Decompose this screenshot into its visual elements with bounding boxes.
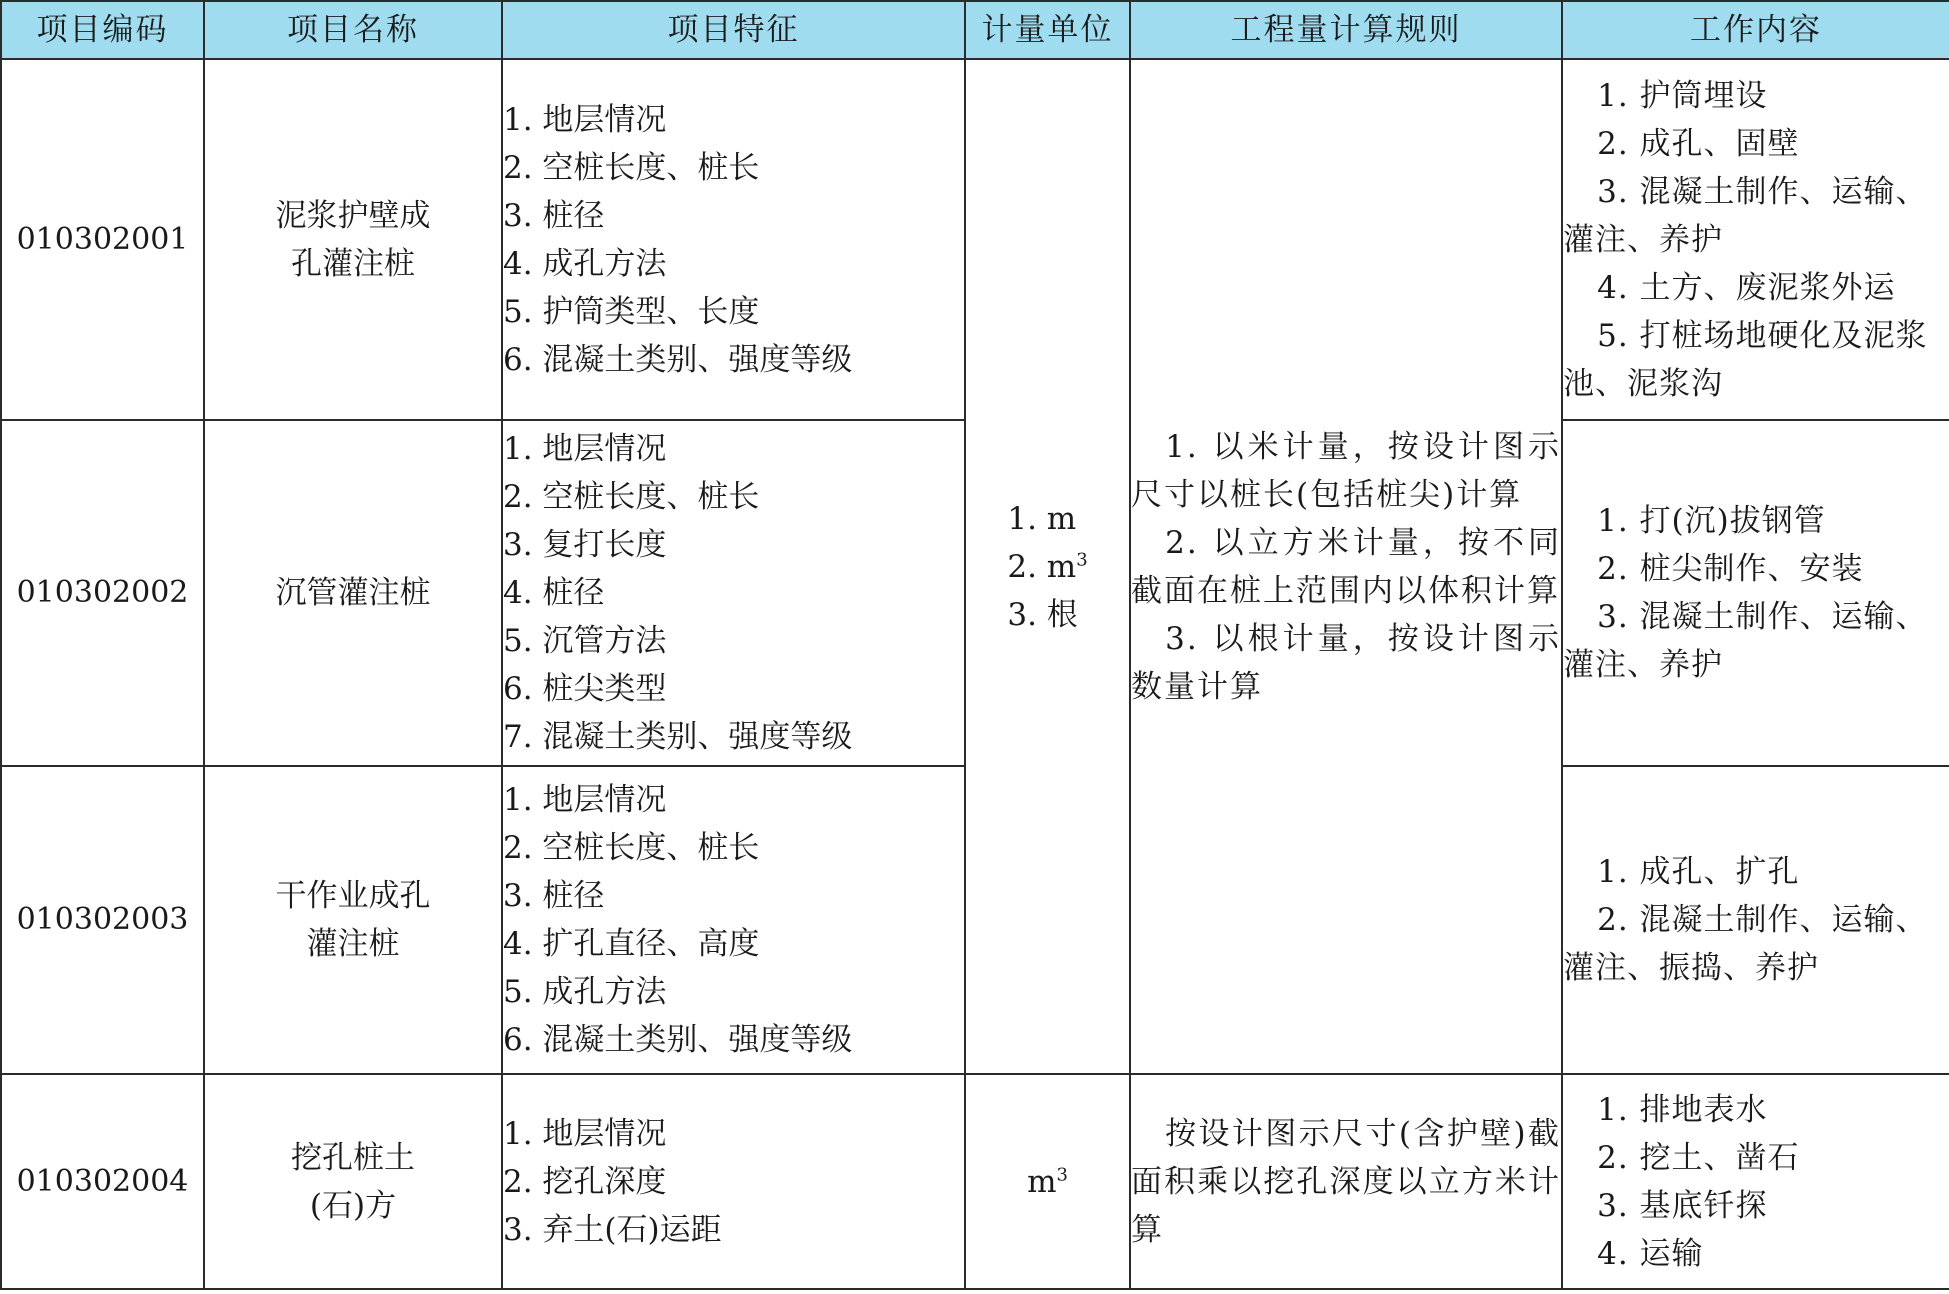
work-item: 1. 护筒埋设 — [1597, 77, 1768, 114]
item-name-line: (石)方 — [309, 1187, 397, 1224]
feature-item: 6. 混凝土类别、强度等级 — [503, 1022, 853, 1058]
header-unit: 计量单位 — [965, 1, 1130, 59]
feature-item: 6. 桩尖类型 — [503, 671, 667, 707]
header-item-features: 项目特征 — [502, 1, 965, 59]
work-item: 4. 土方、废泥浆外运 — [1597, 269, 1896, 306]
feature-item: 3. 桩径 — [503, 197, 605, 234]
unit-base: 2. m — [1007, 548, 1077, 585]
item-code: 010302001 — [1, 59, 204, 420]
rule-paragraph: 1. 以米计量，按设计图示尺寸以桩长(包括桩尖)计算 — [1131, 428, 1561, 513]
work-item: 4. 运输 — [1597, 1235, 1704, 1272]
table-row — [1, 59, 1949, 420]
work-item: 1. 成孔、扩孔 — [1597, 854, 1800, 890]
feature-item: 3. 复打长度 — [503, 527, 667, 563]
feature-item: 1. 地层情况 — [503, 1115, 667, 1152]
unit-item: 1. m — [1007, 500, 1077, 537]
feature-item: 4. 扩孔直径、高度 — [503, 926, 760, 962]
feature-item: 6. 混凝土类别、强度等级 — [503, 341, 853, 378]
shared-unit-cell — [965, 59, 1130, 1074]
rule-paragraph: 按设计图示尺寸(含护壁)截面积乘以挖孔深度以立方米计算 — [1131, 1115, 1561, 1248]
header-calc-rule: 工程量计算规则 — [1130, 1, 1562, 59]
feature-item: 4. 成孔方法 — [503, 245, 667, 282]
work-item: 3. 混凝土制作、运输、灌注、养护 — [1563, 599, 1928, 683]
item-name — [204, 1074, 502, 1289]
feature-item: 5. 护筒类型、长度 — [503, 293, 760, 330]
feature-item: 2. 挖孔深度 — [503, 1163, 667, 1200]
unit-cell — [965, 1074, 1130, 1289]
feature-item: 1. 地层情况 — [503, 782, 667, 818]
unit-item — [1007, 543, 1087, 591]
shared-rule-cell — [1130, 59, 1562, 1074]
unit-base: m — [1027, 1163, 1057, 1200]
item-name-line: 沉管灌注桩 — [275, 575, 431, 611]
feature-item: 2. 空桩长度、桩长 — [503, 149, 760, 186]
item-features — [502, 59, 965, 420]
rule-paragraph: 2. 以立方米计量，按不同截面在桩上范围内以体积计算 — [1131, 524, 1561, 609]
feature-item: 5. 沉管方法 — [503, 623, 667, 659]
item-code: 010302002 — [1, 420, 204, 766]
item-name — [204, 766, 502, 1074]
work-content — [1562, 766, 1949, 1074]
work-content — [1562, 59, 1949, 420]
item-name-line: 灌注桩 — [306, 926, 400, 962]
header-row — [1, 1, 1949, 59]
header-item-name: 项目名称 — [204, 1, 502, 59]
item-name-line: 挖孔桩土 — [291, 1139, 415, 1176]
rule-cell — [1130, 1074, 1562, 1289]
work-item: 2. 混凝土制作、运输、灌注、振捣、养护 — [1563, 902, 1928, 986]
item-name-line: 泥浆护壁成 — [275, 197, 431, 234]
item-features — [502, 766, 965, 1074]
item-name — [204, 420, 502, 766]
feature-item: 4. 桩径 — [503, 575, 605, 611]
work-item: 3. 混凝土制作、运输、灌注、养护 — [1563, 173, 1928, 258]
work-content — [1562, 1074, 1949, 1289]
header-item-code: 项目编码 — [1, 1, 204, 59]
item-code: 010302004 — [1, 1074, 204, 1289]
header-work-content: 工作内容 — [1562, 1, 1949, 59]
unit-exponent: 3 — [1076, 549, 1088, 571]
unit-exponent: 3 — [1056, 1164, 1068, 1186]
work-item: 3. 基底钎探 — [1597, 1187, 1768, 1224]
item-name-line: 孔灌注桩 — [291, 245, 415, 282]
work-item: 2. 挖土、凿石 — [1597, 1139, 1800, 1176]
item-name-line: 干作业成孔 — [275, 878, 431, 914]
feature-item: 2. 空桩长度、桩长 — [503, 479, 760, 515]
feature-item: 1. 地层情况 — [503, 101, 667, 138]
work-item: 2. 桩尖制作、安装 — [1597, 551, 1864, 587]
rule-paragraph: 3. 以根计量，按设计图示数量计算 — [1131, 620, 1561, 705]
feature-item: 3. 弃土(石)运距 — [503, 1211, 722, 1248]
unit-item: 3. 根 — [1007, 596, 1078, 633]
feature-item: 3. 桩径 — [503, 878, 605, 914]
table-row — [1, 1074, 1949, 1289]
item-features — [502, 1074, 965, 1289]
feature-item: 1. 地层情况 — [503, 431, 667, 467]
item-features — [502, 420, 965, 766]
item-name — [204, 59, 502, 420]
work-content — [1562, 420, 1949, 766]
feature-item: 7. 混凝土类别、强度等级 — [503, 719, 853, 755]
work-item: 2. 成孔、固壁 — [1597, 125, 1800, 162]
feature-item: 2. 空桩长度、桩长 — [503, 830, 760, 866]
work-item: 1. 打(沉)拔钢管 — [1597, 503, 1826, 539]
feature-item: 5. 成孔方法 — [503, 974, 667, 1010]
work-item: 1. 排地表水 — [1597, 1091, 1768, 1128]
item-code: 010302003 — [1, 766, 204, 1074]
work-item: 5. 打桩场地硬化及泥浆池、泥浆沟 — [1563, 317, 1928, 402]
